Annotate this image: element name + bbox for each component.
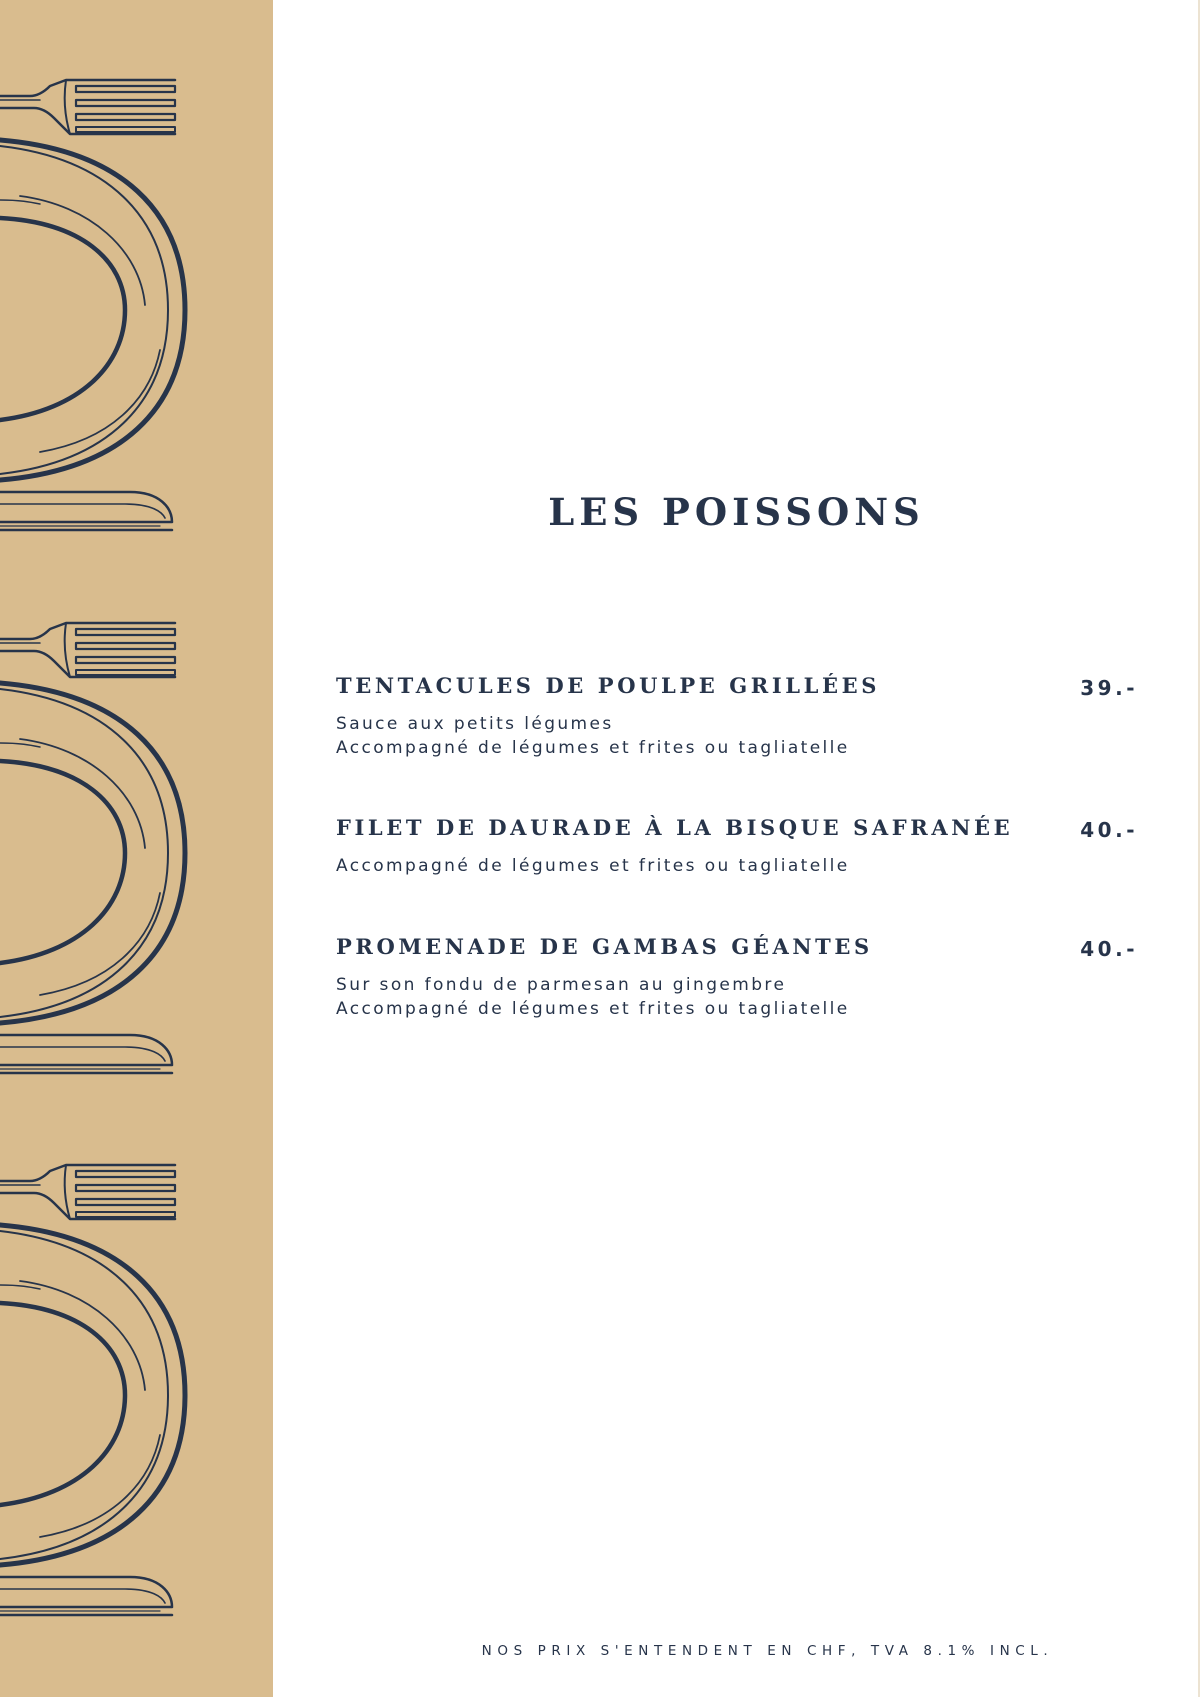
- tableware-illustration: [0, 0, 273, 1697]
- menu-item: [336, 814, 1138, 878]
- menu-title: LES POISSONS: [548, 490, 925, 534]
- description-line: Accompagné de légumes et frites ou tagliatelle: [336, 856, 850, 876]
- dish-description: [336, 854, 1138, 878]
- dish-name: PROMENADE DE GAMBAS GÉANTES: [336, 934, 873, 959]
- menu-item: [336, 672, 1138, 760]
- description-line: Accompagné de légumes et frites ou tagliatelle: [336, 738, 850, 758]
- description-line: Sauce aux petits légumes: [336, 714, 614, 734]
- dish-description: [336, 973, 1138, 1021]
- price-note: NOS PRIX S'ENTENDENT EN CHF, TVA 8.1% INCL.: [481, 1643, 1054, 1659]
- description-line: Sur son fondu de parmesan au gingembre: [336, 975, 787, 995]
- menu-item: [336, 933, 1138, 1021]
- dish-price: 40.-: [1080, 818, 1138, 842]
- dish-name: FILET DE DAURADE À LA BISQUE SAFRANÉE: [336, 815, 1014, 840]
- dish-description: [336, 712, 1138, 760]
- dish-price: 39.-: [1080, 676, 1138, 700]
- dish-price: 40.-: [1080, 937, 1138, 961]
- dish-name: TENTACULES DE POULPE GRILLÉES: [336, 673, 880, 698]
- description-line: Accompagné de légumes et frites ou tagliatelle: [336, 999, 850, 1019]
- decorative-side-band: [0, 0, 273, 1697]
